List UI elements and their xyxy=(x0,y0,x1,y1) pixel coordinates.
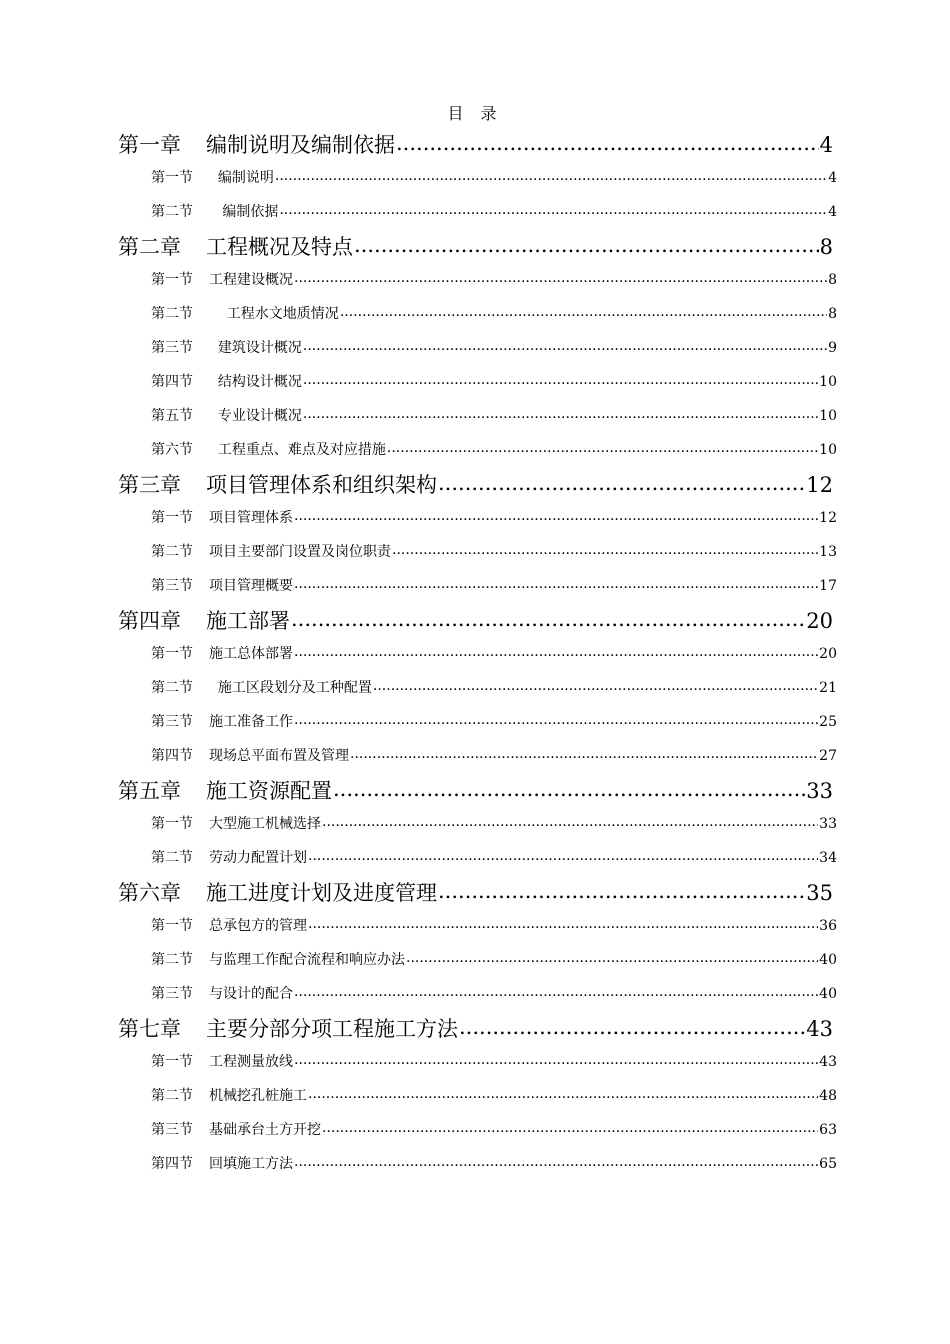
toc-dot-leader xyxy=(294,712,818,728)
toc-entry-label xyxy=(118,1013,458,1043)
toc-section-entry[interactable] xyxy=(151,1119,837,1139)
toc-page-number: 8 xyxy=(828,272,837,288)
toc-section-entry[interactable] xyxy=(151,541,837,561)
toc-dot-leader xyxy=(396,131,819,155)
toc-chapter-entry[interactable] xyxy=(118,877,833,907)
toc-page-number: 25 xyxy=(819,714,837,730)
toc-dot-leader xyxy=(294,576,818,592)
toc-page-number: 40 xyxy=(819,952,837,968)
toc-dot-leader xyxy=(350,746,818,762)
toc-entry-number: 第二节 xyxy=(151,1088,193,1104)
toc-entry-title: 与监理工作配合流程和响应办法 xyxy=(209,952,405,968)
toc-page-number: 63 xyxy=(819,1122,837,1138)
toc-entry-label xyxy=(151,711,293,731)
toc-entry-number: 第三节 xyxy=(151,986,193,1002)
toc-entry-number: 第一节 xyxy=(151,816,193,832)
toc-entry-label xyxy=(151,745,349,765)
toc-chapter-entry[interactable] xyxy=(118,129,833,159)
toc-dot-leader xyxy=(294,1154,818,1170)
toc-dot-leader xyxy=(294,1052,818,1068)
toc-dot-leader xyxy=(303,406,818,422)
toc-entry-number: 第一节 xyxy=(151,510,193,526)
toc-entry-label xyxy=(151,575,293,595)
toc-section-entry[interactable] xyxy=(151,711,837,731)
toc-entry-label xyxy=(118,605,290,635)
toc-entry-number: 第二节 xyxy=(151,952,193,968)
toc-page-number: 12 xyxy=(819,510,837,526)
toc-entry-label xyxy=(151,983,293,1003)
toc-entry-title: 主要分部分项工程施工方法 xyxy=(206,1017,458,1041)
page-title: 目 录 xyxy=(447,104,503,123)
toc-entry-label xyxy=(151,1153,293,1173)
toc-section-entry[interactable] xyxy=(151,303,837,323)
toc-section-entry[interactable] xyxy=(151,439,837,459)
toc-section-entry[interactable] xyxy=(151,167,837,187)
toc-dot-leader xyxy=(322,1120,818,1136)
toc-entry-title: 工程测量放线 xyxy=(209,1054,293,1070)
toc-dot-leader xyxy=(459,1015,805,1039)
toc-entry-title: 项目管理体系 xyxy=(209,510,293,526)
toc-entry-label xyxy=(151,303,339,323)
toc-entry-number: 第二节 xyxy=(151,850,193,866)
toc-page-number: 43 xyxy=(819,1054,837,1070)
toc-entry-label xyxy=(118,129,395,159)
toc-entry-title: 项目管理概要 xyxy=(209,578,293,594)
toc-chapter-entry[interactable] xyxy=(118,605,833,635)
toc-dot-leader xyxy=(387,440,818,456)
toc-entry-label xyxy=(151,201,278,221)
toc-page-number: 4 xyxy=(828,204,837,220)
toc-entry-number: 第四章 xyxy=(118,609,181,633)
toc-entry-title: 机械挖孔桩施工 xyxy=(209,1088,307,1104)
toc-entry-label xyxy=(151,677,372,697)
toc-dot-leader xyxy=(333,777,805,801)
toc-page-number: 36 xyxy=(819,918,837,934)
toc-entry-number: 第三章 xyxy=(118,473,181,497)
toc-entry-label xyxy=(151,337,302,357)
toc-entry-title: 施工总体部署 xyxy=(209,646,293,662)
toc-entry-number: 第一节 xyxy=(151,918,193,934)
toc-entry-title: 工程建设概况 xyxy=(209,272,293,288)
toc-page-number: 8 xyxy=(819,235,833,259)
toc-dot-leader xyxy=(354,233,819,257)
toc-entry-number: 第六章 xyxy=(118,881,181,905)
toc-section-entry[interactable] xyxy=(151,915,837,935)
toc-entry-label xyxy=(151,847,307,867)
toc-entry-title: 施工准备工作 xyxy=(209,714,293,730)
toc-entry-number: 第二节 xyxy=(151,306,193,322)
toc-entry-label xyxy=(151,949,405,969)
toc-dot-leader xyxy=(438,471,805,495)
toc-dot-leader xyxy=(340,304,827,320)
toc-entry-title: 编制说明及编制依据 xyxy=(206,133,395,157)
toc-entry-label xyxy=(151,167,274,187)
toc-page-number: 65 xyxy=(819,1156,837,1172)
toc-section-entry[interactable] xyxy=(151,983,837,1003)
toc-entry-number: 第三节 xyxy=(151,578,193,594)
toc-entry-label xyxy=(151,269,293,289)
toc-chapter-entry[interactable] xyxy=(118,775,833,805)
toc-entry-number: 第三节 xyxy=(151,340,193,356)
toc-dot-leader xyxy=(438,879,805,903)
toc-page-number: 17 xyxy=(819,578,837,594)
toc-entry-number: 第五章 xyxy=(118,779,181,803)
toc-section-entry[interactable] xyxy=(151,201,837,221)
toc-entry-title: 工程重点、难点及对应措施 xyxy=(209,442,386,458)
toc-entry-label xyxy=(151,371,302,391)
toc-entry-number: 第一章 xyxy=(118,133,181,157)
toc-entry-title: 回填施工方法 xyxy=(209,1156,293,1172)
toc-section-entry[interactable] xyxy=(151,1153,837,1173)
toc-entry-title: 编制说明 xyxy=(209,170,274,186)
toc-section-entry[interactable] xyxy=(151,745,837,765)
toc-entry-label xyxy=(151,643,293,663)
toc-page-number: 20 xyxy=(806,609,833,633)
toc-dot-leader xyxy=(373,678,818,694)
toc-dot-leader xyxy=(308,916,818,932)
toc-page-number: 12 xyxy=(806,473,833,497)
toc-entry-label xyxy=(151,1119,321,1139)
toc-chapter-entry[interactable] xyxy=(118,1013,833,1043)
toc-section-entry[interactable] xyxy=(151,1085,837,1105)
toc-page-number: 27 xyxy=(819,748,837,764)
toc-dot-leader xyxy=(322,814,818,830)
toc-entry-title: 现场总平面布置及管理 xyxy=(209,748,349,764)
toc-section-entry[interactable] xyxy=(151,269,837,289)
toc-entry-label xyxy=(151,915,307,935)
toc-entry-title: 专业设计概况 xyxy=(209,408,302,424)
toc-entry-title: 结构设计概况 xyxy=(209,374,302,390)
toc-entry-title: 基础承台土方开挖 xyxy=(209,1122,321,1138)
toc-entry-label xyxy=(151,439,386,459)
toc-entry-label xyxy=(151,405,302,425)
toc-dot-leader xyxy=(291,607,805,631)
toc-entry-label xyxy=(151,1051,293,1071)
toc-section-entry[interactable] xyxy=(151,813,837,833)
toc-dot-leader xyxy=(303,372,818,388)
toc-entry-title: 工程概况及特点 xyxy=(206,235,353,259)
toc-dot-leader xyxy=(308,848,818,864)
toc-entry-number: 第二节 xyxy=(151,544,193,560)
toc-entry-title: 施工资源配置 xyxy=(206,779,332,803)
toc-section-entry[interactable] xyxy=(151,337,837,357)
toc-entry-label xyxy=(118,877,437,907)
toc-chapter-entry[interactable] xyxy=(118,469,833,499)
toc-entry-label xyxy=(118,775,332,805)
toc-entry-label xyxy=(151,1085,307,1105)
toc-entry-title: 项目主要部门设置及岗位职责 xyxy=(209,544,391,560)
toc-entry-title: 编制依据 xyxy=(209,204,279,220)
toc-entry-title: 建筑设计概况 xyxy=(209,340,302,356)
toc-page-number: 21 xyxy=(819,680,837,696)
toc-dot-leader xyxy=(392,542,818,558)
toc-page-number: 20 xyxy=(819,646,837,662)
toc-entry-title: 大型施工机械选择 xyxy=(209,816,321,832)
toc-dot-leader xyxy=(294,644,818,660)
toc-section-entry[interactable] xyxy=(151,371,837,391)
toc-dot-leader xyxy=(279,202,827,218)
toc-entry-label xyxy=(151,813,321,833)
toc-entry-number: 第一节 xyxy=(151,272,193,288)
toc-dot-leader xyxy=(303,338,827,354)
toc-page-number: 40 xyxy=(819,986,837,1002)
toc-page-number: 33 xyxy=(819,816,837,832)
toc-entry-title: 劳动力配置计划 xyxy=(209,850,307,866)
toc-page-number: 4 xyxy=(819,133,833,157)
toc-entry-number: 第六节 xyxy=(151,442,193,458)
toc-entry-label xyxy=(151,541,391,561)
toc-page-number: 43 xyxy=(806,1017,833,1041)
toc-entry-label xyxy=(118,469,437,499)
toc-dot-leader xyxy=(406,950,818,966)
toc-entry-title: 施工部署 xyxy=(206,609,290,633)
toc-page-number: 13 xyxy=(819,544,837,560)
toc-entry-label xyxy=(118,231,353,261)
toc-page-number: 35 xyxy=(806,881,833,905)
toc-section-entry[interactable] xyxy=(151,507,837,527)
toc-entry-number: 第三节 xyxy=(151,1122,193,1138)
toc-dot-leader xyxy=(275,168,827,184)
toc-entry-number: 第二章 xyxy=(118,235,181,259)
toc-section-entry[interactable] xyxy=(151,405,837,425)
toc-page-number: 34 xyxy=(819,850,837,866)
toc-page-number: 10 xyxy=(819,408,837,424)
toc-entry-title: 项目管理体系和组织架构 xyxy=(206,473,437,497)
toc-entry-number: 第四节 xyxy=(151,374,193,390)
toc-entry-number: 第三节 xyxy=(151,714,193,730)
toc-page-number: 8 xyxy=(828,306,837,322)
toc-entry-number: 第五节 xyxy=(151,408,193,424)
toc-entry-number: 第七章 xyxy=(118,1017,181,1041)
toc-dot-leader xyxy=(308,1086,818,1102)
toc-entry-number: 第四节 xyxy=(151,1156,193,1172)
toc-entry-title: 与设计的配合 xyxy=(209,986,293,1002)
toc-section-entry[interactable] xyxy=(151,575,837,595)
toc-page-number: 48 xyxy=(819,1088,837,1104)
toc-dot-leader xyxy=(294,270,827,286)
toc-section-entry[interactable] xyxy=(151,949,837,969)
toc-section-entry[interactable] xyxy=(151,643,837,663)
toc-section-entry[interactable] xyxy=(151,677,837,697)
toc-entry-label xyxy=(151,507,293,527)
toc-entry-title: 总承包方的管理 xyxy=(209,918,307,934)
toc-dot-leader xyxy=(294,508,818,524)
toc-entry-title: 工程水文地质情况 xyxy=(209,306,339,322)
toc-chapter-entry[interactable] xyxy=(118,231,833,261)
toc-entry-number: 第二节 xyxy=(151,204,193,220)
toc-dot-leader xyxy=(294,984,818,1000)
toc-entry-number: 第一节 xyxy=(151,1054,193,1070)
toc-page-number: 33 xyxy=(806,779,833,803)
toc-entry-number: 第四节 xyxy=(151,748,193,764)
toc-section-entry[interactable] xyxy=(151,1051,837,1071)
toc-page-number: 4 xyxy=(828,170,837,186)
toc-page-number: 9 xyxy=(828,340,837,356)
toc-entry-number: 第一节 xyxy=(151,646,193,662)
toc-entry-title: 施工区段划分及工种配置 xyxy=(209,680,372,696)
toc-section-entry[interactable] xyxy=(151,847,837,867)
toc-page-number: 10 xyxy=(819,442,837,458)
toc-entry-title: 施工进度计划及进度管理 xyxy=(206,881,437,905)
toc-entry-number: 第二节 xyxy=(151,680,193,696)
toc-page-number: 10 xyxy=(819,374,837,390)
toc-entry-number: 第一节 xyxy=(151,170,193,186)
